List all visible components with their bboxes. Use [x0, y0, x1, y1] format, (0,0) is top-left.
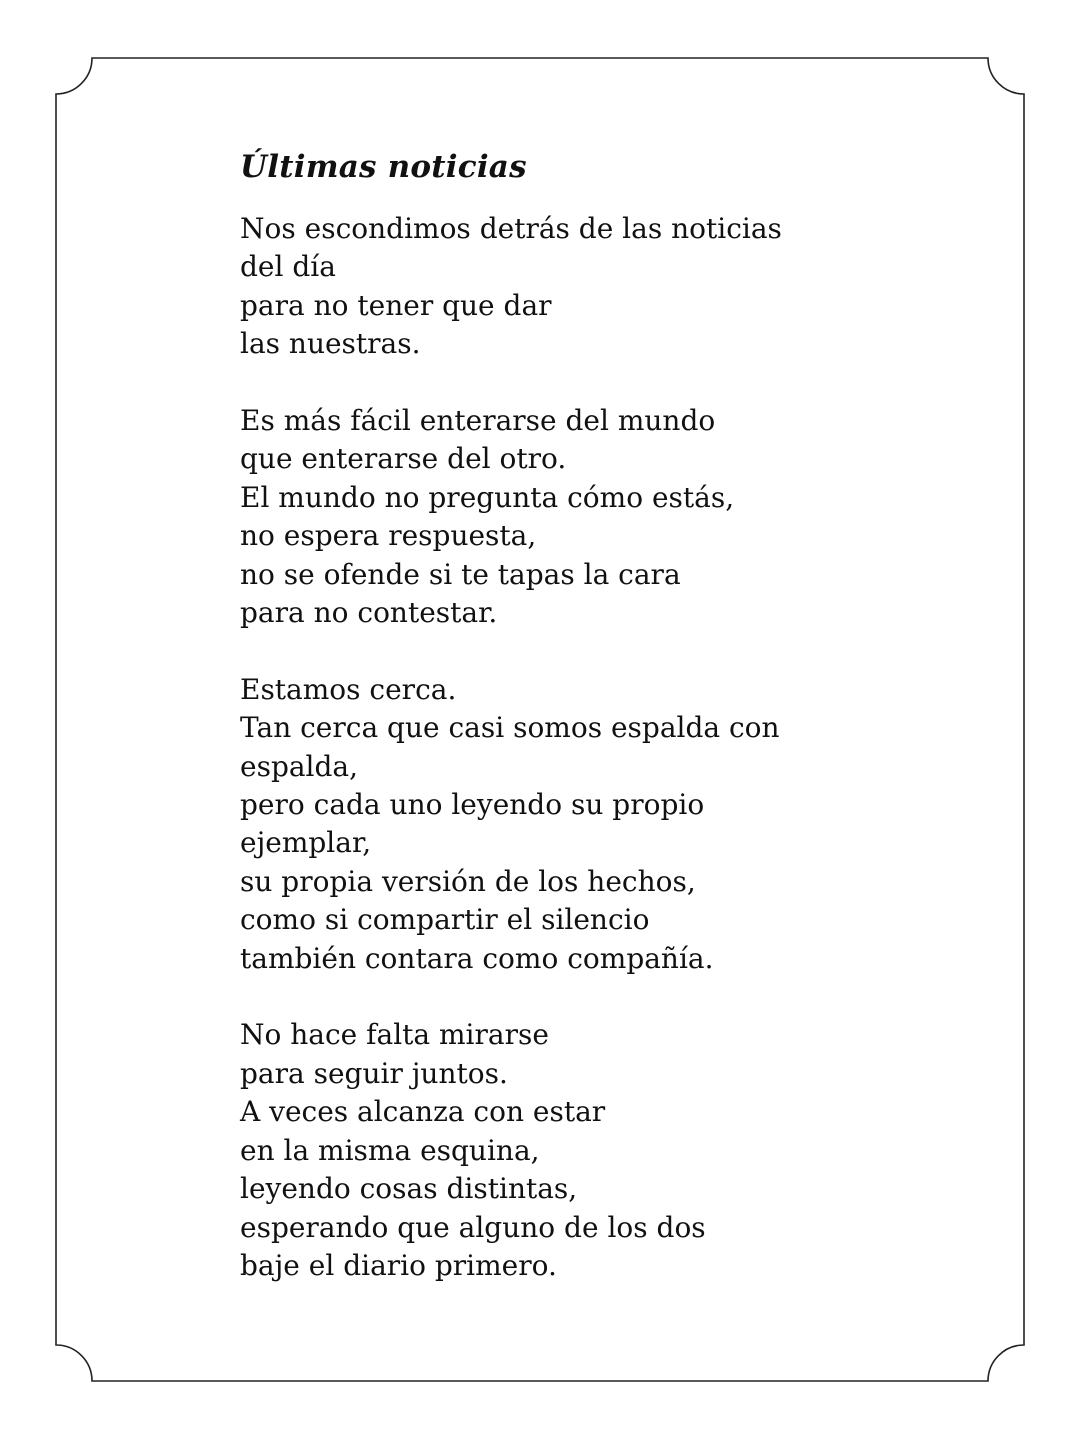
poem-line: también contara como compañía.	[240, 941, 714, 975]
stanza-1	[240, 210, 940, 364]
poem-line: para seguir juntos.	[240, 1056, 508, 1090]
poem-line: A veces alcanza con estar	[240, 1095, 606, 1129]
poem	[240, 138, 940, 1285]
poem-line: pero cada uno leyendo su propio	[240, 788, 705, 822]
poem-line: que enterarse del otro.	[240, 442, 567, 476]
poem-line: Es más fácil enterarse del mundo	[240, 404, 716, 438]
poem-line: para no contestar.	[240, 596, 498, 630]
poem-line: baje el diario primero.	[240, 1248, 557, 1282]
poem-line: del día	[240, 250, 336, 284]
poem-line: las nuestras.	[240, 327, 421, 361]
poem-line: No hace falta mirarse	[240, 1018, 549, 1052]
poem-line: ejemplar,	[240, 826, 372, 860]
poem-line: en la misma esquina,	[240, 1133, 540, 1167]
poem-line: leyendo cosas distintas,	[240, 1172, 578, 1206]
poem-line: esperando que alguno de los dos	[240, 1210, 706, 1244]
poem-line: como si compartir el silencio	[240, 903, 650, 937]
poem-line: espalda,	[240, 749, 359, 783]
poem-title: Últimas noticias	[240, 149, 527, 185]
poem-line: El mundo no pregunta cómo estás,	[240, 480, 735, 514]
poem-line: su propia versión de los hechos,	[240, 864, 696, 898]
poem-line: Tan cerca que casi somos espalda con	[240, 711, 780, 745]
stanza-4	[240, 1016, 940, 1285]
poem-line: para no tener que dar	[240, 288, 552, 322]
poem-line: Nos escondimos detrás de las noticias	[240, 212, 782, 245]
poem-line: Estamos cerca.	[240, 672, 457, 706]
poem-line: no se ofende si te tapas la cara	[240, 557, 681, 591]
stanza-2	[240, 402, 940, 632]
stanza-3	[240, 671, 940, 978]
poem-line: no espera respuesta,	[240, 519, 537, 553]
